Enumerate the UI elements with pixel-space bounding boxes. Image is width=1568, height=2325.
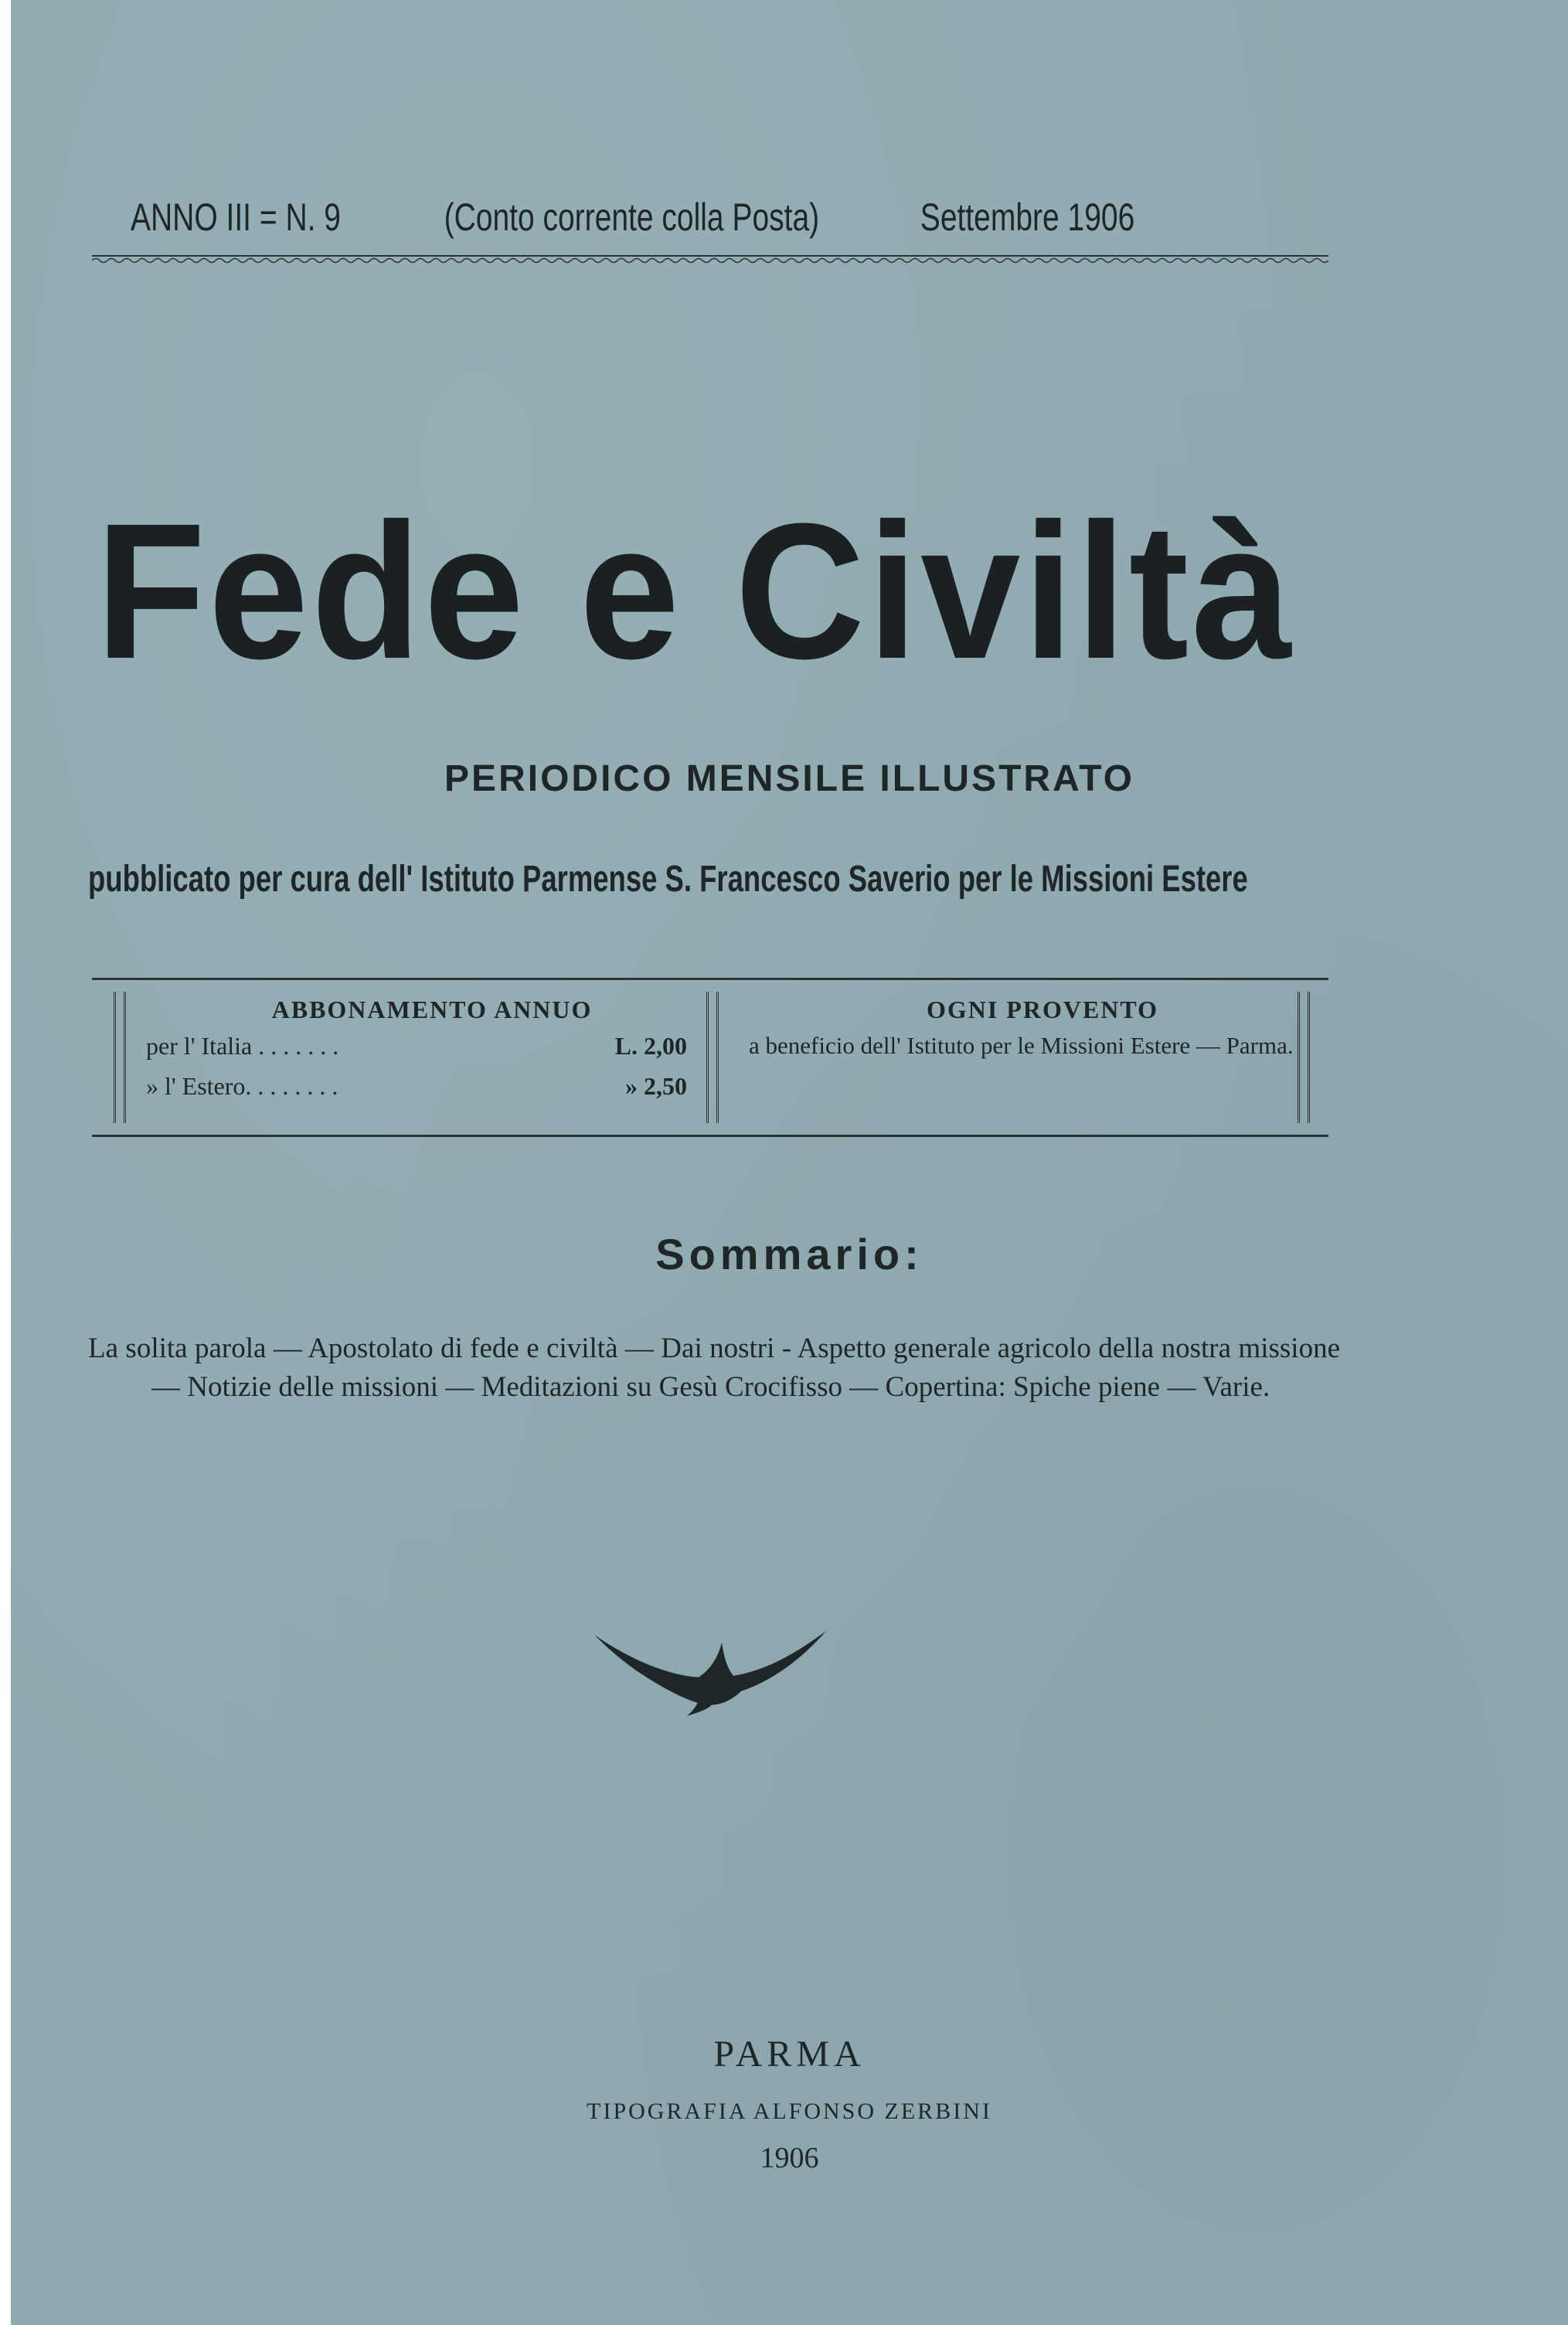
issue-date: Settembre 1906 <box>920 196 1135 239</box>
postal-account-note: (Conto corrente colla Posta) <box>444 196 820 239</box>
header-divider <box>92 255 1328 266</box>
contents-heading: Sommario: <box>655 1230 923 1278</box>
proceeds-panel <box>749 996 1336 1119</box>
subscription-heading: ABBONAMENTO ANNUO <box>271 996 593 1023</box>
contents-list <box>88 1329 1340 1407</box>
box-border-left <box>114 992 126 1123</box>
italy-label: per l' Italia . . . . . . . <box>146 1032 339 1060</box>
proceeds-text: a beneficio dell' Istituto per le Missioni Estere — Parma. <box>749 1032 1294 1059</box>
subscription-box <box>92 978 1328 1137</box>
box-border-right <box>1298 992 1310 1123</box>
price-row-abroad <box>146 1067 718 1105</box>
box-divider <box>706 992 719 1123</box>
imprint-printer: TIPOGRAFIA ALFONSO ZERBINI <box>587 2099 992 2124</box>
journal-title: Fede e Civiltà <box>96 483 1294 699</box>
imprint-year: 1906 <box>760 2142 819 2174</box>
journal-subtitle: PERIODICO MENSILE ILLUSTRATO <box>444 758 1134 799</box>
subscription-panel <box>146 996 718 1119</box>
abroad-price: » 2,50 <box>625 1072 687 1100</box>
imprint-city: PARMA <box>713 2034 866 2075</box>
issue-number: ANNO III = N. 9 <box>131 196 342 239</box>
price-row-italy <box>146 1027 718 1064</box>
contents-text: La solita parola — Apostolato di fede e civiltà — Dai nostri - Aspetto generale agricolo della nostra missione — Notizie delle missioni — Meditazioni su Gesù Crocifisso — Copertina: Spiche piene — Varie. <box>88 1333 1340 1403</box>
abroad-label: » l' Estero. . . . . . . . <box>146 1072 338 1100</box>
swallow-icon <box>587 1615 834 1724</box>
publisher-line: pubblicato per cura dell' Istituto Parmense S. Francesco Saverio per le Missioni Estere <box>88 859 1248 900</box>
italy-price: L. 2,00 <box>614 1032 687 1060</box>
proceeds-heading: OGNI PROVENTO <box>926 996 1159 1023</box>
cover-page <box>11 0 1568 2325</box>
page-margin <box>0 0 11 2325</box>
